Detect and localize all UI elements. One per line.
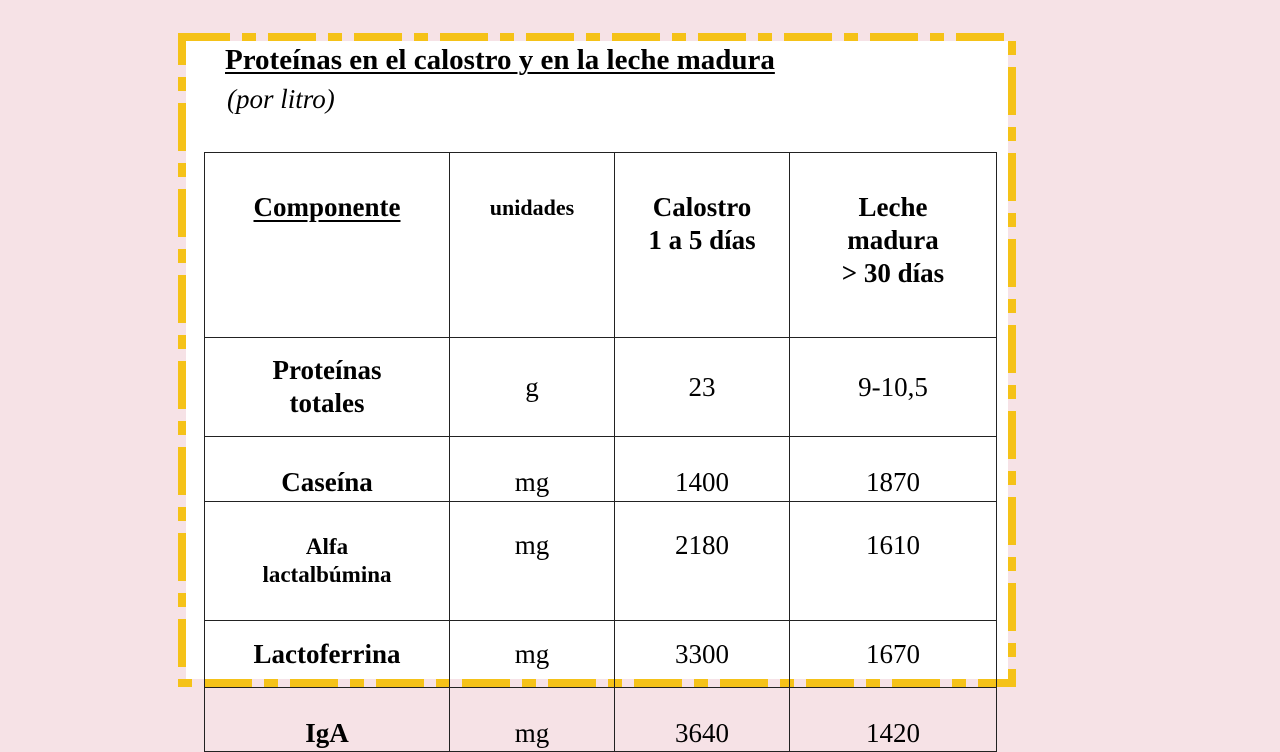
cell-componente: Alfa lactalbúmina xyxy=(205,502,450,621)
header-unidades: unidades xyxy=(450,153,615,338)
cell-calostro: 3640 xyxy=(615,688,790,752)
cell-componente: IgA xyxy=(205,688,450,752)
protein-table xyxy=(204,152,997,752)
cell-calostro: 2180 xyxy=(615,502,790,621)
cell-componente: Lactoferrina xyxy=(205,621,450,688)
cell-calostro: 1400 xyxy=(615,437,790,502)
cell-calostro: 3300 xyxy=(615,621,790,688)
cell-componente: Proteínas totales xyxy=(205,338,450,437)
header-calostro: Calostro 1 a 5 días xyxy=(615,153,790,338)
cell-leche: 9-10,5 xyxy=(790,338,997,437)
header-componente: Componente xyxy=(205,153,450,338)
cell-unidades: mg xyxy=(450,688,615,752)
cell-leche: 1670 xyxy=(790,621,997,688)
table-header-row xyxy=(205,153,997,338)
page-title: Proteínas en el calostro y en la leche madura xyxy=(225,44,775,76)
cell-leche: 1420 xyxy=(790,688,997,752)
cell-unidades: mg xyxy=(450,502,615,621)
table-row xyxy=(205,621,997,688)
table-row xyxy=(205,502,997,621)
page-subtitle: (por litro) xyxy=(227,84,335,114)
table-row xyxy=(205,437,997,502)
cell-unidades: g xyxy=(450,338,615,437)
table-row xyxy=(205,338,997,437)
cell-leche: 1870 xyxy=(790,437,997,502)
cell-componente: Caseína xyxy=(205,437,450,502)
cell-unidades: mg xyxy=(450,621,615,688)
cell-unidades: mg xyxy=(450,437,615,502)
header-leche-madura: Leche madura > 30 días xyxy=(790,153,997,338)
cell-leche: 1610 xyxy=(790,502,997,621)
cell-calostro: 23 xyxy=(615,338,790,437)
